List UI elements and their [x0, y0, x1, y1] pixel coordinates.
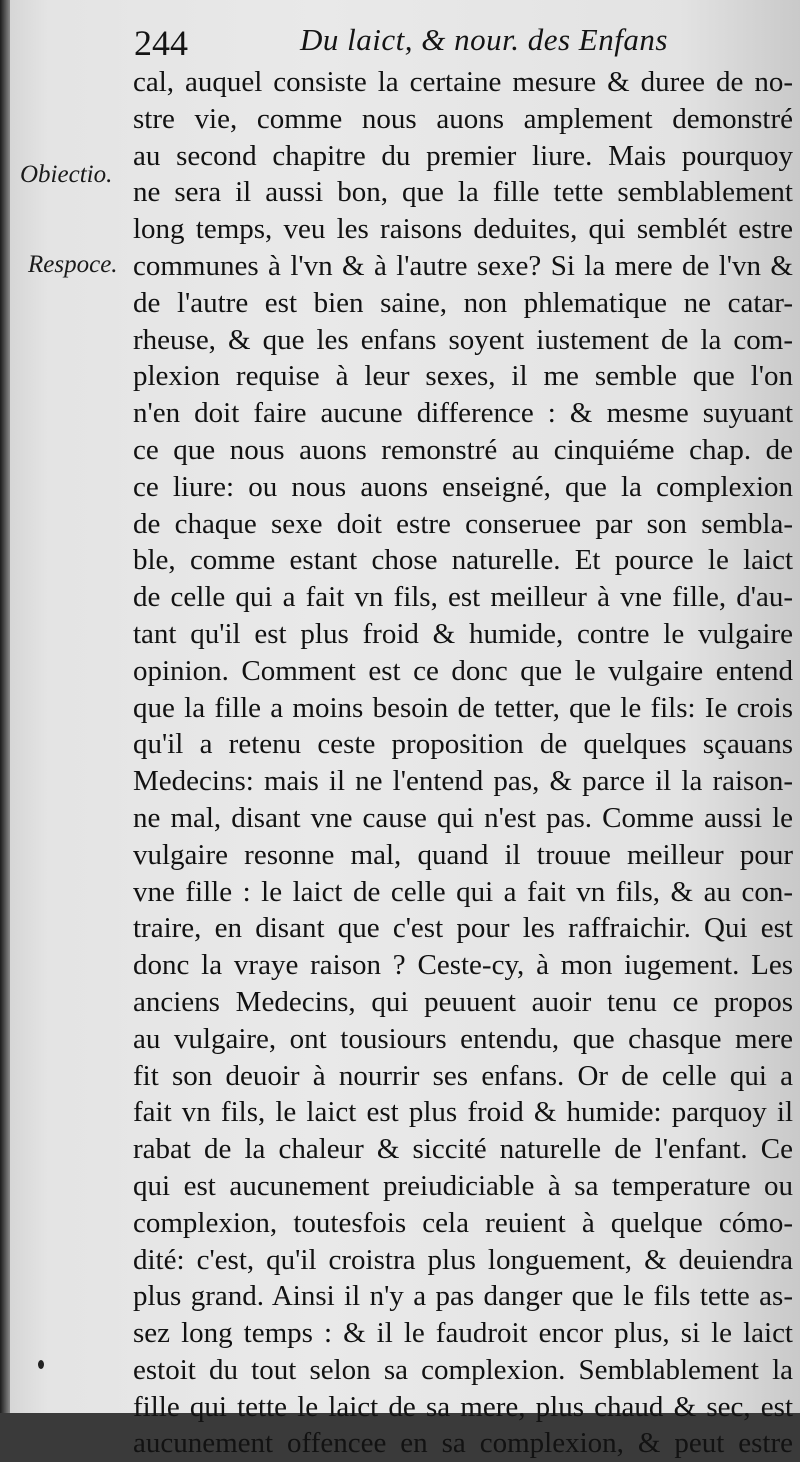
text-line: estoit du tout selon sa complexion. Semblablement la	[133, 1353, 793, 1386]
text-line: sez long temps : & il le faudroit encor plus, si le laict	[133, 1317, 793, 1350]
text-line: ble, comme estant chose naturelle. Et pource le laict	[133, 544, 793, 577]
text-line: de chaque sexe doit estre conseruee par son sembla-	[133, 507, 793, 540]
text-line: anciens Medecins, qui peuuent auoir tenu ce propos	[133, 985, 793, 1018]
text-line: fait vn fils, le laict est plus froid & humide: parquoy il	[133, 1096, 793, 1129]
text-line: vulgaire resonne mal, quand il trouue meilleur pour	[133, 838, 793, 871]
page-number: 244	[134, 23, 188, 63]
text-line: plexion requise à leur sexes, il me semble que l'on	[133, 360, 793, 393]
page-header	[0, 18, 800, 68]
text-line: dité: c'est, qu'il croistra plus longuement, & deuiendra	[133, 1243, 793, 1276]
text-line: aucunement offencee en sa complexion, & peut estre	[133, 1427, 793, 1460]
text-line: cal, auquel consiste la certaine mesure & duree de no-	[133, 66, 793, 98]
text-line: long temps, veu les raisons deduites, qui semblét estre	[133, 213, 793, 246]
text-line: donc la vraye raison ? Ceste-cy, à mon iugement. Les	[133, 949, 793, 982]
text-line: de l'autre est bien saine, non phlematique ne catar-	[133, 286, 793, 319]
text-line: qui est aucunement preiudiciable à sa temperature ou	[133, 1169, 793, 1202]
text-line: rheuse, & que les enfans soyent iustement de la com-	[133, 323, 793, 356]
text-line: fit son deuoir à nourrir ses enfans. Or de celle qui a	[133, 1059, 793, 1092]
text-line: opinion. Comment est ce donc que le vulgaire entend	[133, 654, 793, 687]
text-line: ne sera il aussi bon, que la fille tette semblablement	[133, 176, 793, 209]
text-line: qu'il a retenu ceste proposition de quelques sçauans	[133, 728, 793, 761]
body-text	[133, 64, 793, 1462]
text-line: complexion, toutesfois cela reuient à quelque cómo-	[133, 1206, 793, 1239]
text-line: vne fille : le laict de celle qui a fait vn fils, & au con-	[133, 875, 793, 908]
text-line: ce que nous auons remonstré au cinquiéme chap. de	[133, 433, 793, 466]
page-gutter-shadow	[0, 0, 10, 1413]
text-line: au second chapitre du premier liure. Mais pourquoy	[133, 139, 793, 172]
text-line: ne mal, disant vne cause qui n'est pas. Comme aussi le	[133, 801, 793, 834]
text-line: que la fille a moins besoin de tetter, que le fils: Ie crois	[133, 691, 793, 724]
text-line: au vulgaire, ont tousiours entendu, que chasque mere	[133, 1022, 793, 1055]
text-line: Medecins: mais il ne l'entend pas, & parce il la raison-	[133, 765, 793, 798]
text-line: communes à l'vn & à l'autre sexe? Si la mere de l'vn &	[133, 249, 793, 282]
text-line: traire, en disant que c'est pour les raffraichir. Qui est	[133, 912, 793, 945]
running-head: Du laict, & nour. des Enfans	[300, 22, 668, 57]
text-line: n'en doit faire aucune difference : & mesme suyuant	[133, 397, 793, 430]
text-line: plus grand. Ainsi il n'y a pas danger que le fils tette as-	[133, 1280, 793, 1313]
text-line: ce liure: ou nous auons enseigné, que la complexion	[133, 470, 793, 503]
text-line: de celle qui a fait vn fils, est meilleur à vne fille, d'au-	[133, 581, 793, 614]
ink-speck	[38, 1360, 44, 1369]
text-line: rabat de la chaleur & siccité naturelle de l'enfant. Ce	[133, 1133, 793, 1166]
text-line: tant qu'il est plus froid & humide, contre le vulgaire	[133, 617, 793, 650]
text-line: fille qui tette le laict de sa mere, plus chaud & sec, est	[133, 1390, 793, 1423]
text-line: stre vie, comme nous auons amplement demonstré	[133, 102, 793, 135]
margin-note-objection: Obiectio.	[20, 161, 113, 188]
margin-note-response: Respoce.	[28, 251, 118, 278]
